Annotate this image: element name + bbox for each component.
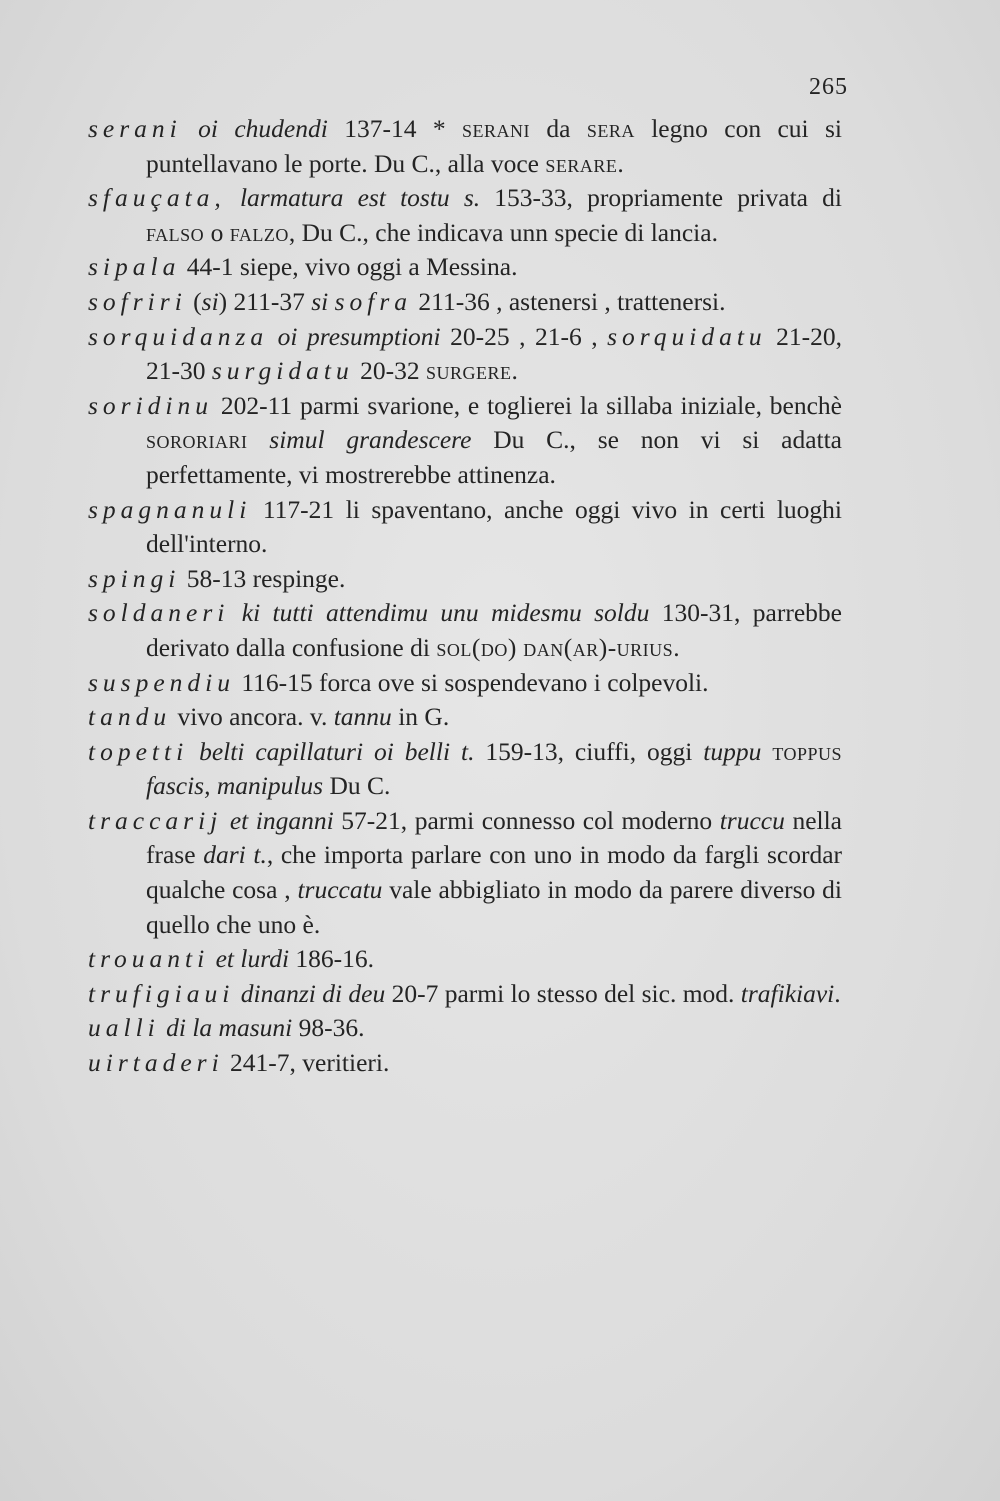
entry-text: da [529, 114, 587, 143]
entry-text: oi chudendi [198, 114, 328, 143]
entry-text: trafikiavi [740, 978, 835, 1008]
entry-text: si [311, 286, 329, 316]
glossary-entries [88, 112, 842, 1081]
entry-text: 130-31, parrebbe derivato dalla confusione di [146, 598, 842, 662]
entry-text: serare [545, 148, 618, 178]
entry-lemma: serani [88, 114, 182, 143]
entry-text: si [201, 286, 219, 316]
entry-text: oi presumptioni [277, 321, 441, 351]
glossary-entry [88, 181, 842, 250]
entry-text: vale abbigliato in modo da parere diverso di quello che uno è. [146, 875, 842, 939]
entry-lemma: topetti [88, 736, 189, 766]
entry-text: 21-20, 21-30 [146, 321, 843, 386]
entry-text: surgidatu [211, 356, 354, 386]
entry-text: sororiari [146, 425, 248, 455]
entry-text: di la masuni [166, 1013, 293, 1043]
glossary-entry [88, 389, 842, 493]
entry-text: legno con cui si puntellavano le porte. Du C., alla voce [146, 114, 842, 178]
glossary-entry [88, 285, 842, 320]
entry-text: . [673, 632, 680, 662]
entry-lemma: sofriri [88, 286, 187, 316]
entry-lemma: spingi [88, 563, 181, 593]
entry-text: 98-36. [292, 1013, 365, 1043]
glossary-entry [88, 1011, 842, 1046]
entry-text: toppus [772, 736, 843, 766]
entry-text: o [204, 217, 230, 247]
entry-lemma: soridinu [88, 390, 214, 420]
entry-text: dan(ar)-urius [523, 632, 674, 662]
entry-text: 186-16. [289, 944, 375, 974]
entry-text: belti capillaturi oi belli t. [199, 736, 475, 766]
entry-text: ) 211-37 [218, 286, 312, 316]
entry-text: . [617, 148, 624, 178]
entry-text: simul grandescere [269, 425, 472, 455]
entry-lemma: suspendiu [88, 667, 235, 697]
glossary-entry [88, 320, 842, 389]
entry-text: et lurdi [215, 944, 290, 974]
entry-text: Du C., se non vi si adatta perfettamente, vi mostrerebbe attinenza. [146, 425, 843, 489]
entry-text: vivo ancora. v. [177, 702, 334, 732]
entry-text: sera [586, 114, 635, 143]
entry-text: tuppu [703, 736, 762, 766]
entry-text: sorquidatu [607, 321, 767, 351]
entry-text: , che importa parlare con uno in modo da fargli scordar qualche cosa , [146, 840, 843, 905]
entry-text: dinanzi di deu [240, 978, 386, 1008]
entry-lemma: sorquidanza [88, 321, 269, 351]
entry-lemma: ualli [88, 1013, 160, 1043]
glossary-entry [88, 493, 842, 562]
entry-text: 44-1 siepe, vivo oggi a Messina. [186, 252, 518, 282]
entry-text: falzo [229, 217, 289, 247]
entry-text: 20-25 , 21-6 , [440, 321, 608, 351]
glossary-entry [88, 666, 842, 701]
entry-text: 20-7 parmi lo stesso del sic. mod. [385, 978, 741, 1008]
entry-lemma: sfauçata, [88, 183, 226, 213]
entry-text: 117-21 li spaventano, anche oggi vivo in certi luoghi dell'interno. [146, 494, 843, 559]
entry-text: 58-13 respinge. [186, 563, 346, 593]
entry-text: 20-32 [353, 356, 426, 386]
entry-text: ki tutti attendimu unu midesmu soldu [241, 598, 650, 628]
entry-text [248, 425, 270, 454]
entry-text: 153-33, propriamente privata di [480, 183, 842, 213]
glossary-entry [88, 977, 842, 1012]
entry-lemma: sipala [88, 252, 181, 282]
entry-lemma: soldaneri [88, 598, 230, 628]
entry-text: sol(do) [436, 632, 517, 662]
entry-text: larmatura est tostu s. [239, 183, 481, 213]
entry-text: 137-14 * [327, 114, 462, 143]
glossary-entry [88, 942, 842, 977]
entry-text: 202-11 parmi svarione, e toglierei la sillaba iniziale, benchè [220, 390, 842, 420]
glossary-entry [88, 1046, 842, 1081]
entry-text: fascis, manipulus [146, 771, 324, 801]
entry-text: 159-13, ciuffi, oggi [474, 736, 704, 766]
entry-text: truccu [719, 805, 785, 835]
glossary-entry [88, 596, 842, 665]
entry-text: surgere [425, 356, 512, 386]
glossary-entry [88, 112, 842, 181]
entry-text: truccatu [297, 875, 383, 905]
entry-text: , Du C., che indicava unn specie di lancia. [288, 217, 718, 247]
entry-lemma: trouanti [88, 944, 210, 974]
entry-text: serani [461, 114, 530, 143]
entry-text: dari t. [203, 840, 267, 870]
page-number: 265 [809, 74, 848, 100]
glossary-entry [88, 804, 842, 942]
glossary-entry [88, 562, 842, 597]
entry-text: 116-15 forca ove si sospendevano i colpevoli. [241, 667, 709, 697]
entry-lemma: spagnanuli [88, 494, 252, 524]
entry-lemma: trufigiaui [88, 978, 235, 1008]
entry-text: ( [193, 286, 202, 316]
entry-lemma: uirtaderi [88, 1048, 224, 1078]
entry-text: et inganni [229, 805, 334, 835]
entry-text: 57-21, parmi connesso col moderno [333, 805, 720, 835]
glossary-entry [88, 250, 842, 285]
glossary-entry [88, 700, 842, 735]
entry-lemma: traccarij [88, 805, 223, 835]
entry-text: in G. [391, 702, 450, 732]
entry-text: sofra [334, 286, 413, 316]
entry-text: 241-7, veritieri. [230, 1048, 390, 1078]
entry-text: . [511, 356, 518, 386]
entry-text [761, 737, 772, 766]
entry-text: Du C. [323, 771, 391, 801]
entry-text: tannu [333, 702, 392, 732]
entry-text: 211-36 , astenersi , trattenersi. [412, 286, 726, 316]
glossary-entry [88, 735, 842, 804]
entry-text: nella frase [146, 805, 842, 870]
entry-lemma: tandu [88, 702, 172, 732]
entry-text: falso [146, 217, 205, 247]
entry-text: . [834, 978, 841, 1008]
